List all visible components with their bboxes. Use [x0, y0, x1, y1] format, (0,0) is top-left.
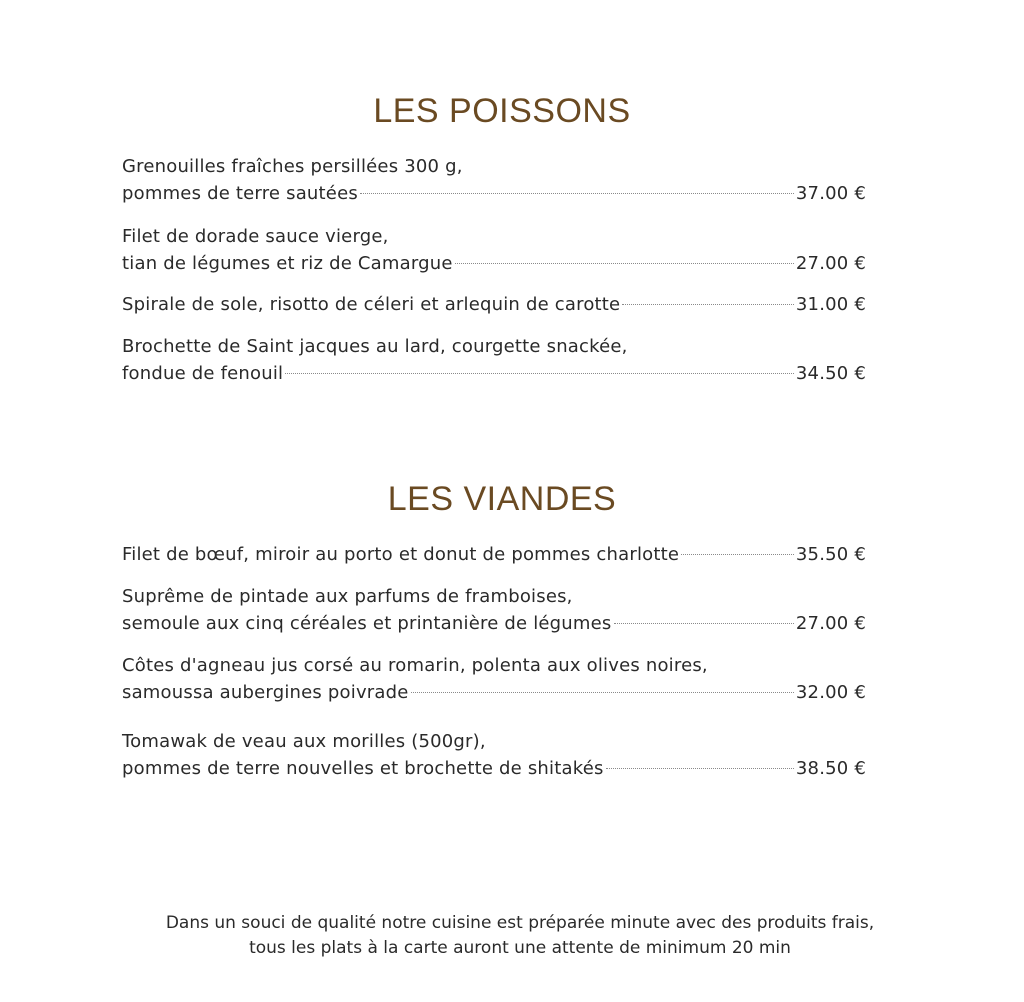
- item-price: 27.00 €: [795, 613, 866, 634]
- menu-item: [122, 728, 866, 782]
- item-description-line: Côtes d'agneau jus corsé au romarin, polenta aux olives noires,: [122, 655, 708, 676]
- item-description-line: Spirale de sole, risotto de céleri et arlequin de carotte: [122, 294, 621, 315]
- item-price: 31.00 €: [795, 294, 866, 315]
- footer-note: [0, 911, 1024, 961]
- item-description-line: samoussa aubergines poivrade: [122, 682, 409, 703]
- menu-item: [122, 223, 866, 277]
- item-description-line: pommes de terre nouvelles et brochette de shitakés: [122, 758, 604, 779]
- dot-leader: [411, 692, 794, 693]
- dot-leader: [681, 554, 794, 555]
- dot-leader: [455, 263, 794, 264]
- dot-leader: [614, 623, 794, 624]
- item-price: 37.00 €: [795, 183, 866, 204]
- item-description-line: Grenouilles fraîches persillées 300 g,: [122, 156, 463, 177]
- item-description-line: Brochette de Saint jacques au lard, courgette snackée,: [122, 336, 628, 357]
- item-description-line: Filet de dorade sauce vierge,: [122, 226, 389, 247]
- item-description-line: fondue de fenouil: [122, 363, 284, 384]
- dot-leader: [622, 304, 794, 305]
- item-description-line: Filet de bœuf, miroir au porto et donut de pommes charlotte: [122, 544, 680, 565]
- item-description-line: tian de légumes et riz de Camargue: [122, 253, 453, 274]
- menu-item: [122, 541, 866, 568]
- footer-note-line: Dans un souci de qualité notre cuisine est préparée minute avec des produits frais,: [165, 913, 875, 933]
- item-description-line: Suprême de pintade aux parfums de framboises,: [122, 586, 573, 607]
- menu-item: [122, 652, 866, 706]
- item-price: 35.50 €: [795, 544, 866, 565]
- item-description-line: pommes de terre sautées: [122, 183, 358, 204]
- section-title-viandes: LES VIANDES: [387, 480, 617, 518]
- menu-item: [122, 153, 866, 207]
- item-price: 38.50 €: [795, 758, 866, 779]
- item-price: 27.00 €: [795, 253, 866, 274]
- item-price: 32.00 €: [795, 682, 866, 703]
- item-price: 34.50 €: [795, 363, 866, 384]
- dot-leader: [360, 193, 794, 194]
- footer-note-line: tous les plats à la carte auront une attente de minimum 20 min: [249, 938, 791, 958]
- item-description-line: Tomawak de veau aux morilles (500gr),: [122, 731, 486, 752]
- menu-item: [122, 333, 866, 387]
- menu-item: [122, 583, 866, 637]
- item-description-line: semoule aux cinq céréales et printanière de légumes: [122, 613, 612, 634]
- section-title-poissons: LES POISSONS: [373, 92, 631, 130]
- dot-leader: [606, 768, 794, 769]
- dot-leader: [285, 373, 794, 374]
- menu-item: [122, 291, 866, 318]
